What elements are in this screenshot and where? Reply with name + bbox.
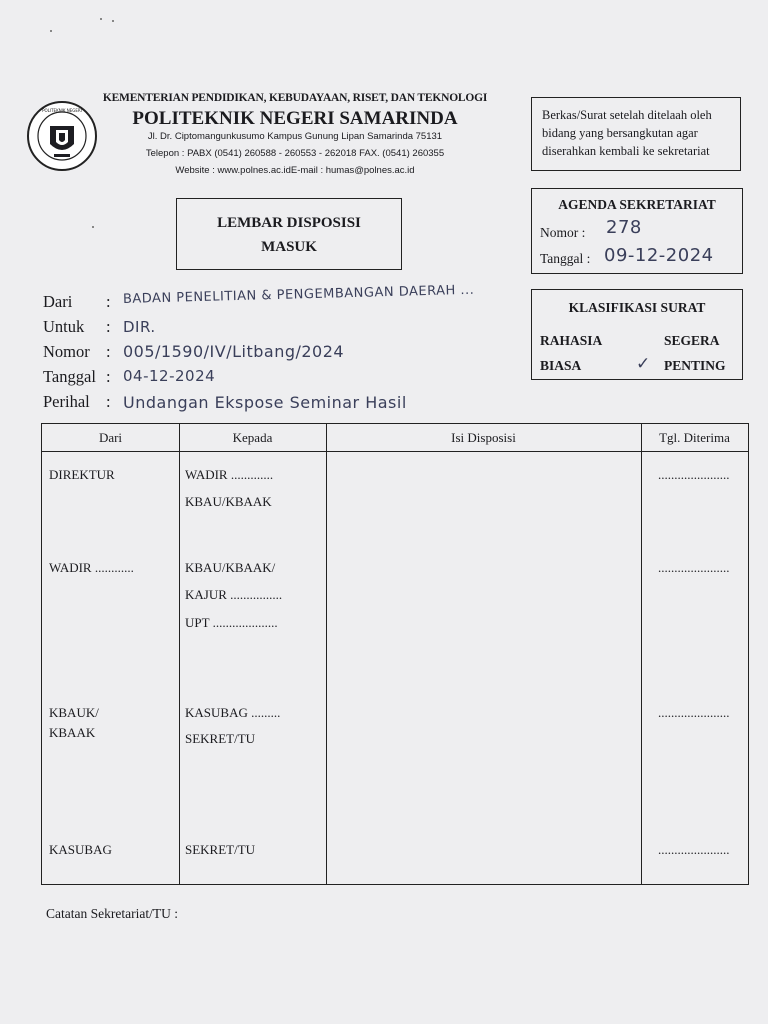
untuk-value[interactable]: DIR. [123, 318, 156, 336]
header-isi-disposisi: Isi Disposisi [451, 430, 516, 445]
disposition-table [41, 423, 749, 885]
column-divider [179, 424, 180, 884]
row4-kepada-sekret[interactable]: SEKRET/TU [185, 842, 256, 857]
perihal-value[interactable]: Undangan Ekspose Seminar Hasil [123, 393, 407, 412]
row3-tgl-diterima[interactable]: ...................... [658, 705, 730, 720]
document-title-line1: LEMBAR DISPOSISI [217, 215, 361, 231]
header-tgl-diterima: Tgl. Diterima [659, 430, 730, 445]
institution-phone: Telepon : PABX (0541) 260588 - 260553 - 262018 FAX. (0541) 260355 [145, 148, 445, 159]
nomor-label: Nomor [43, 342, 90, 361]
untuk-label: Untuk [43, 317, 85, 336]
dari-label: Dari [43, 292, 73, 311]
row1-kepada-wadir[interactable]: WADIR ............. [185, 467, 274, 482]
klasifikasi-title: KLASIFIKASI SURAT [568, 300, 706, 315]
catatan-sekretariat-label: Catatan Sekretariat/TU : [46, 906, 178, 921]
agenda-title: AGENDA SEKRETARIAT [558, 197, 716, 212]
ministry-name: KEMENTERIAN PENDIDIKAN, KEBUDAYAAN, RISET, DAN TEKNOLOGI [102, 92, 488, 104]
agenda-tanggal-value[interactable]: 09-12-2024 [604, 245, 714, 266]
document-title-box [176, 198, 402, 270]
row1-dari: DIREKTUR [49, 467, 115, 482]
row4-dari: KASUBAG [49, 842, 112, 857]
klasifikasi-penting[interactable]: PENTING [664, 358, 726, 373]
nomor-value[interactable]: 005/1590/IV/Litbang/2024 [123, 342, 345, 361]
row2-tgl-diterima[interactable]: ...................... [658, 560, 730, 575]
row4-tgl-diterima[interactable]: ...................... [658, 842, 730, 857]
column-divider [326, 424, 327, 884]
column-divider [641, 424, 642, 884]
klasifikasi-box [531, 289, 743, 380]
tanggal-value[interactable]: 04-12-2024 [123, 367, 216, 385]
instruction-note: Berkas/Surat setelah ditelaah oleh bidang yang bersangkutan agar diserahkan kembali ke sekretariat [531, 97, 741, 171]
svg-text:POLITEKNIK NEGERI: POLITEKNIK NEGERI [42, 108, 82, 113]
row3-kepada-kasubag[interactable]: KASUBAG ......... [185, 705, 281, 720]
row2-dari: WADIR ............ [49, 560, 134, 575]
agenda-nomor-value[interactable]: 278 [606, 217, 642, 238]
dari-value[interactable]: BADAN PENELITIAN & PENGEMBANGAN DAERAH ... [122, 282, 475, 307]
klasifikasi-rahasia[interactable]: RAHASIA [540, 333, 603, 348]
colon: : [106, 392, 111, 411]
speck [92, 226, 94, 228]
agenda-nomor-label: Nomor : [540, 225, 586, 240]
tanggal-label: Tanggal [43, 367, 96, 386]
row3-dari-kbauk: KBAUK/ [49, 705, 99, 720]
agenda-tanggal-label: Tanggal : [540, 251, 591, 266]
header-dari: Dari [98, 430, 123, 445]
row2-kepada-kajur[interactable]: KAJUR ................ [185, 587, 283, 602]
institution-website: Website : www.polnes.ac.idE-mail : humas@polnes.ac.id [175, 165, 415, 176]
institution-address: Jl. Dr. Ciptomangunkusumo Kampus Gunung Lipan Samarinda 75131 [147, 131, 443, 142]
colon: : [106, 367, 111, 386]
speck [50, 30, 52, 32]
colon: : [106, 317, 111, 336]
institution-name: POLITEKNIK NEGERI SAMARINDA [132, 108, 458, 129]
row2-kepada-upt[interactable]: UPT .................... [185, 615, 278, 630]
row3-kepada-sekret[interactable]: SEKRET/TU [185, 731, 256, 746]
colon: : [106, 292, 111, 311]
row3-dari-kbaak: KBAAK [49, 725, 96, 740]
row2-kepada-kbau[interactable]: KBAU/KBAAK/ [185, 560, 276, 575]
agenda-box [531, 188, 743, 274]
perihal-label: Perihal [43, 392, 90, 411]
row1-tgl-diterima[interactable]: ...................... [658, 467, 730, 482]
institution-logo [26, 96, 98, 176]
row1-kepada-kbau[interactable]: KBAU/KBAAK [185, 494, 272, 509]
speck [112, 20, 114, 22]
header-kepada: Kepada [232, 430, 273, 445]
table-header-divider [42, 451, 748, 452]
document-title-line2: MASUK [261, 239, 317, 255]
speck [100, 18, 102, 20]
klasifikasi-biasa[interactable]: BIASA [540, 358, 582, 373]
klasifikasi-segera[interactable]: SEGERA [664, 333, 720, 348]
colon: : [106, 342, 111, 361]
checkmark-icon: ✓ [636, 354, 651, 374]
